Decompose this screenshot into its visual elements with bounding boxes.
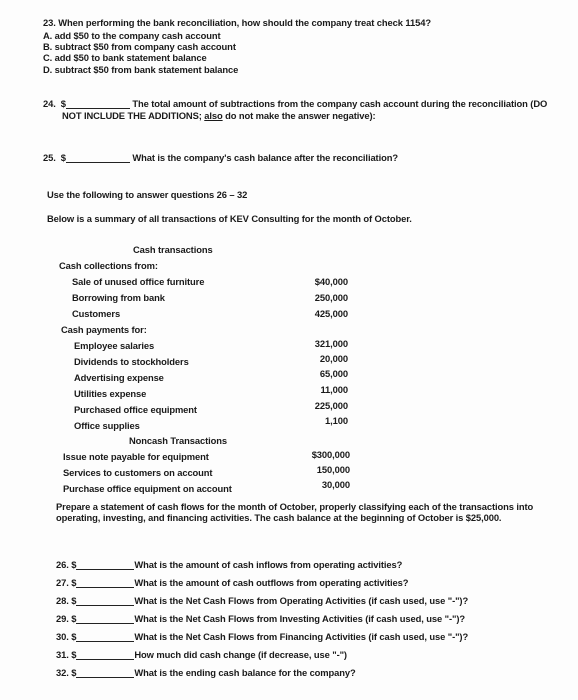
payment-label-4: Utilities expense <box>74 388 147 399</box>
question-26-text: What is the amount of cash inflows from operating activities? <box>134 559 403 570</box>
option-d: D. subtract $50 from bank statement balance <box>43 63 239 75</box>
summary-heading: Below is a summary of all transactions of KEV Consulting for the month of October. <box>47 213 412 224</box>
payment-amount-2: 20,000 <box>319 353 348 364</box>
prepare-instruction-line2: operating, investing, and financing activities. The cash balance at the beginning of October is $25,000. <box>56 512 502 523</box>
question-30-text: What is the Net Cash Flows from Financing Activities (if cash used, use "-")? <box>134 631 469 642</box>
question-31-text: How much did cash change (if decrease, use "-") <box>134 649 347 660</box>
noncash-transactions-title: Noncash Transactions <box>129 435 228 446</box>
question-29-blank[interactable] <box>76 623 134 624</box>
payment-amount-3: 65,000 <box>319 368 348 379</box>
question-24 <box>43 98 547 109</box>
question-25-number: 25. <box>43 152 56 163</box>
collection-label-3: Customers <box>72 308 121 319</box>
question-30-blank[interactable] <box>76 641 134 642</box>
question-27: 27. $ What is the amount of cash outflows from operating activities? <box>56 577 409 588</box>
question-25-dollar: $ <box>60 152 66 163</box>
question-28: 28. $ What is the Net Cash Flows from Operating Activities (if cash used, use "-")? <box>56 595 469 606</box>
question-26-blank[interactable] <box>76 569 134 570</box>
question-24-also: also <box>204 110 223 121</box>
cash-transactions-title: Cash transactions <box>133 244 213 255</box>
question-25 <box>43 152 398 163</box>
payment-amount-4: 11,000 <box>320 384 348 395</box>
question-32-text: What is the ending cash balance for the company? <box>134 667 356 678</box>
noncash-label-3: Purchase office equipment on account <box>63 483 232 494</box>
question-24-text: The total amount of subtractions from the company cash account during the reconciliation (DO <box>132 98 548 109</box>
payment-label-2: Dividends to stockholders <box>74 356 189 367</box>
noncash-amount-1: $300,000 <box>311 449 350 460</box>
question-25-text: What is the company's cash balance after the reconciliation? <box>132 152 398 163</box>
payment-amount-1: 321,000 <box>314 338 348 349</box>
question-24-dollar: $ <box>60 98 66 109</box>
noncash-amount-3: 30,000 <box>321 479 350 490</box>
question-24-blank[interactable] <box>66 108 130 109</box>
question-27-blank[interactable] <box>76 587 134 588</box>
option-a: A. add $50 to the company cash account <box>43 30 221 41</box>
question-31-blank[interactable] <box>76 659 134 660</box>
prepare-instruction-line1: Prepare a statement of cash flows for the month of October, properly classifying each of the transactions into <box>56 501 534 512</box>
question-29: 29. $ What is the Net Cash Flows from Investing Activities (if cash used, use "-")? <box>56 613 465 624</box>
collection-amount-1: $40,000 <box>314 276 348 287</box>
collection-amount-3: 425,000 <box>314 308 348 319</box>
cash-payments-heading: Cash payments for: <box>61 324 147 335</box>
collection-label-2: Borrowing from bank <box>72 292 165 303</box>
question-28-text: What is the Net Cash Flows from Operating Activities (if cash used, use "-")? <box>134 595 469 606</box>
question-30: 30. $ What is the Net Cash Flows from Financing Activities (if cash used, use "-")? <box>56 631 469 642</box>
noncash-amount-2: 150,000 <box>316 464 350 475</box>
question-23-text: 23. When performing the bank reconciliation, how should the company treat check 1154? <box>43 17 431 28</box>
question-32: 32. $ What is the ending cash balance for the company? <box>56 667 356 678</box>
noncash-label-2: Services to customers on account <box>63 467 213 478</box>
instruction-heading: Use the following to answer questions 26 – 32 <box>47 189 248 200</box>
collection-amount-2: 250,000 <box>314 292 348 303</box>
question-26: 26. $ What is the amount of cash inflows from operating activities? <box>56 559 403 570</box>
payment-label-1: Employee salaries <box>74 340 155 351</box>
question-31: 31. $ How much did cash change (if decrease, use "-") <box>56 649 347 660</box>
payment-label-5: Purchased office equipment <box>74 404 197 415</box>
collection-label-1: Sale of unused office furniture <box>72 276 205 287</box>
question-29-text: What is the Net Cash Flows from Investing Activities (if cash used, use "-")? <box>134 613 465 624</box>
question-24-number: 24. <box>43 98 56 109</box>
question-25-blank[interactable] <box>66 162 130 163</box>
payment-label-6: Office supplies <box>74 420 140 431</box>
noncash-label-1: Issue note payable for equipment <box>63 451 209 462</box>
payment-amount-6: 1,100 <box>325 415 348 426</box>
payment-amount-5: 225,000 <box>314 400 348 411</box>
question-32-blank[interactable] <box>76 677 134 678</box>
cash-collections-heading: Cash collections from: <box>59 260 158 271</box>
payment-label-3: Advertising expense <box>74 372 164 383</box>
question-23-options <box>43 30 238 75</box>
option-c: C. add $50 to bank statement balance <box>43 52 207 64</box>
question-24-line2: NOT INCLUDE THE ADDITIONS; also do not make the answer negative): <box>62 110 376 121</box>
question-28-blank[interactable] <box>76 605 134 606</box>
option-b: B. subtract $50 from company cash account <box>43 41 236 53</box>
question-27-text: What is the amount of cash outflows from operating activities? <box>134 577 409 588</box>
question-23 <box>43 17 431 28</box>
